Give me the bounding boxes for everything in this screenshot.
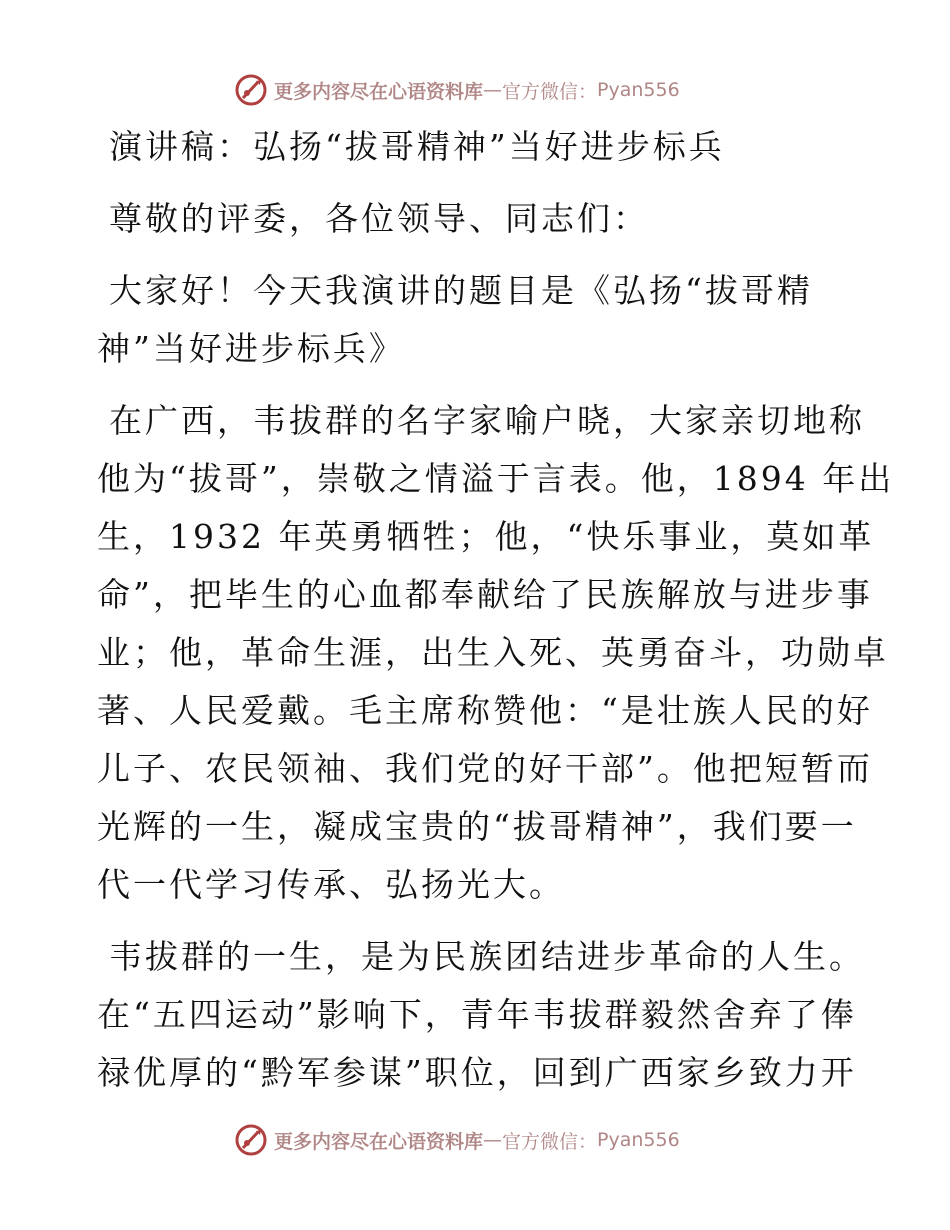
- document-body: [97, 118, 895, 1102]
- paragraph-2: [97, 928, 865, 1102]
- paragraph-line: 生，1932 年英勇牺牲；他，“快乐事业，莫如革: [97, 517, 875, 556]
- watermark-wechat-id: Pyan556: [597, 1129, 680, 1151]
- intro-paragraph: [97, 262, 857, 378]
- watermark-wechat-id: Pyan556: [597, 79, 680, 101]
- paragraph-1: [97, 392, 895, 914]
- watermark-text: 更多内容尽在心语资料库: [274, 1130, 484, 1153]
- paragraph-line: 大家好！今天我演讲的题目是《弘扬“拔哥精: [109, 271, 813, 310]
- quill-seal-logo-icon: [234, 73, 268, 107]
- watermark-wechat-label: 官方微信：: [502, 80, 598, 103]
- watermark-banner-bottom: [234, 1120, 680, 1160]
- paragraph-line: 神”当好进步标兵》: [97, 329, 405, 368]
- watermark-text: 更多内容尽在心语资料库: [274, 80, 484, 103]
- document-title: 演讲稿：弘扬“拔哥精神”当好进步标兵: [109, 127, 725, 166]
- paragraph-line: 著、人民爱戴。毛主席称赞他：“是壮族人民的好: [97, 691, 873, 730]
- salutation: 尊敬的评委，各位领导、同志们：: [109, 199, 649, 238]
- paragraph-line: 光辉的一生，凝成宝贵的“拔哥精神”，我们要一: [97, 807, 857, 846]
- paragraph-line: 命”，把毕生的心血都奉献给了民族解放与进步事: [97, 575, 873, 614]
- paragraph-line: 在“五四运动”影响下，青年韦拔群毅然舍弃了俸: [97, 995, 857, 1034]
- paragraph-line: 禄优厚的“黔军参谋”职位，回到广西家乡致力开: [97, 1053, 857, 1092]
- paragraph-line: 代一代学习传承、弘扬光大。: [97, 865, 565, 904]
- watermark-separator: —: [483, 1129, 503, 1151]
- watermark-banner-top: [234, 70, 680, 110]
- paragraph-line: 儿子、农民领袖、我们党的好干部”。他把短暂而: [97, 749, 873, 788]
- watermark-wechat-label: 官方微信：: [502, 1130, 598, 1153]
- paragraph-line: 韦拔群的一生，是为民族团结进步革命的人生。: [109, 937, 865, 976]
- watermark-separator: —: [483, 79, 503, 101]
- paragraph-line: 在广西，韦拔群的名字家喻户晓，大家亲切地称: [109, 401, 865, 440]
- quill-seal-logo-icon: [234, 1123, 268, 1157]
- paragraph-line: 他为“拔哥”，崇敬之情溢于言表。他，1894 年出: [97, 459, 895, 498]
- paragraph-line: 业；他，革命生涯，出生入死、英勇奋斗，功勋卓: [97, 633, 889, 672]
